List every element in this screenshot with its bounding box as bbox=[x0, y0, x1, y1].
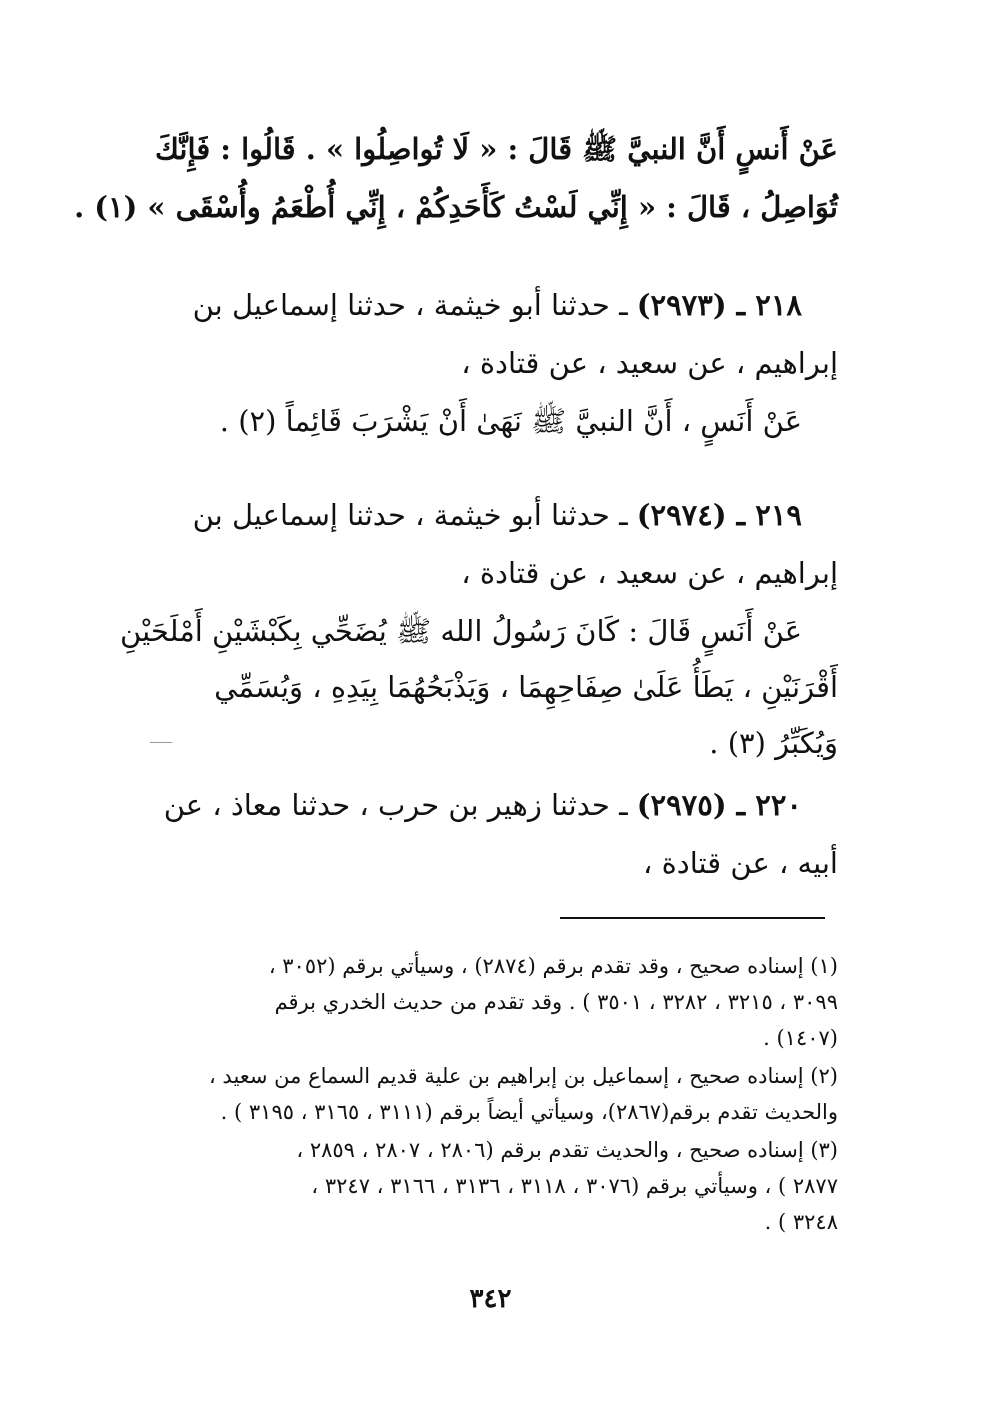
hadith-220-chain-line-1 bbox=[138, 776, 838, 834]
footnote-1-line-3: (١٤٠٧) . bbox=[763, 1026, 838, 1050]
hadith-217-line-2: تُوَاصِلُ ، قَالَ : « إِنِّي لَسْتُ كَأَحَدِكُمْ ، إِنِّي أُطْعَمُ وأُسْقَى » (١) . bbox=[74, 190, 838, 224]
footnote-1-line-2: ٣٠٩٩ ، ٣٢١٥ ، ٣٢٨٢ ، ٣٥٠١ ) . وقد تقدم من حديث الخدري برقم bbox=[274, 990, 838, 1014]
hadith-219-matn-line-3: وَيُكَبِّرُ (٣) . bbox=[709, 726, 838, 760]
page-number: ٣٤٢ bbox=[469, 1284, 512, 1314]
hadith-217-line-1: عَنْ أَنسٍ أَنَّ النبيَّ ﷺ قَالَ : « لَا تُواصِلُوا » . قَالُوا : فَإِنَّكَ bbox=[154, 132, 838, 166]
hadith-219-chain-2: إبراهيم ، عن سعيد ، عن قتادة ، bbox=[461, 556, 838, 590]
footnote-3-line-1: (٣) إسناده صحيح ، والحديث تقدم برقم (٢٨٠٦ ، ٢٨٠٧ ، ٢٨٥٩ ، bbox=[296, 1138, 838, 1162]
hadith-218-chain-2: إبراهيم ، عن سعيد ، عن قتادة ، bbox=[461, 346, 838, 380]
footnote-2-line-1: (٢) إسناده صحيح ، إسماعيل بن إبراهيم بن علية قديم السماع من سعيد ، bbox=[208, 1064, 838, 1088]
footnotes bbox=[138, 948, 838, 1242]
footnote-1 bbox=[138, 948, 838, 1056]
hadith-220 bbox=[138, 776, 838, 892]
hadith-218-number: ٢١٨ ـ (٢٩٧٣) bbox=[636, 288, 802, 322]
hadith-219-chain-line-1 bbox=[138, 486, 838, 544]
footnote-3 bbox=[138, 1132, 838, 1240]
hadith-219 bbox=[138, 486, 838, 602]
footnote-2 bbox=[138, 1058, 838, 1130]
footnote-separator bbox=[560, 917, 825, 919]
hadith-219-number: ٢١٩ ـ (٢٩٧٤) bbox=[636, 498, 802, 532]
footnote-1-line-1: (١) إسناده صحيح ، وقد تقدم برقم (٢٨٧٤) ، وسيأتي برقم (٣٠٥٢ ، bbox=[268, 954, 838, 978]
footnote-2-line-2: والحديث تقدم برقم(٢٨٦٧)، وسيأتي أيضاً برقم (٣١١١ ، ٣١٦٥ ، ٣١٩٥ ) . bbox=[220, 1100, 838, 1124]
footnote-3-line-3: ٣٢٤٨ ) . bbox=[764, 1210, 838, 1234]
hadith-219-chain-1: ـ حدثنا أبو خيثمة ، حدثنا إسماعيل بن bbox=[192, 498, 628, 532]
hadith-218-chain-1: ـ حدثنا أبو خيثمة ، حدثنا إسماعيل بن bbox=[192, 288, 628, 322]
hadith-220-chain-2: أبيه ، عن قتادة ، bbox=[643, 846, 838, 880]
hadith-220-chain-1: ـ حدثنا زهير بن حرب ، حدثنا معاذ ، عن bbox=[163, 788, 628, 822]
hadith-218-matn: عَنْ أَنَسٍ ، أَنَّ النبيَّ ﷺ نَهَىٰ أَنْ يَشْرَبَ قَائِماً (٢) . bbox=[219, 404, 802, 438]
hadith-218 bbox=[138, 276, 838, 450]
hadith-220-number: ٢٢٠ ـ (٢٩٧٥) bbox=[636, 788, 802, 822]
footnote-3-line-2: ٢٨٧٧ ) ، وسيأتي برقم (٣٠٧٦ ، ٣١١٨ ، ٣١٣٦ ، ٣١٦٦ ، ٣٢٤٧ ، bbox=[311, 1174, 838, 1198]
hadith-218-chain-line-1 bbox=[138, 276, 838, 334]
hadith-219-matn bbox=[120, 603, 838, 771]
stray-mark bbox=[150, 742, 172, 743]
hadith-219-matn-line-2: أَقْرَنَيْنِ ، يَطَأُ عَلَىٰ صِفَاحِهِمَا ، وَيَذْبَحُهُمَا بِيَدِهِ ، وَيُسَمِّي bbox=[214, 670, 838, 704]
hadith-219-matn-line-1: عَنْ أَنَسٍ قَالَ : كَانَ رَسُولُ الله ﷺ يُضَحِّي بِكَبْشَيْنِ أَمْلَحَيْنِ bbox=[120, 614, 802, 648]
hadith-217-text bbox=[74, 120, 838, 236]
